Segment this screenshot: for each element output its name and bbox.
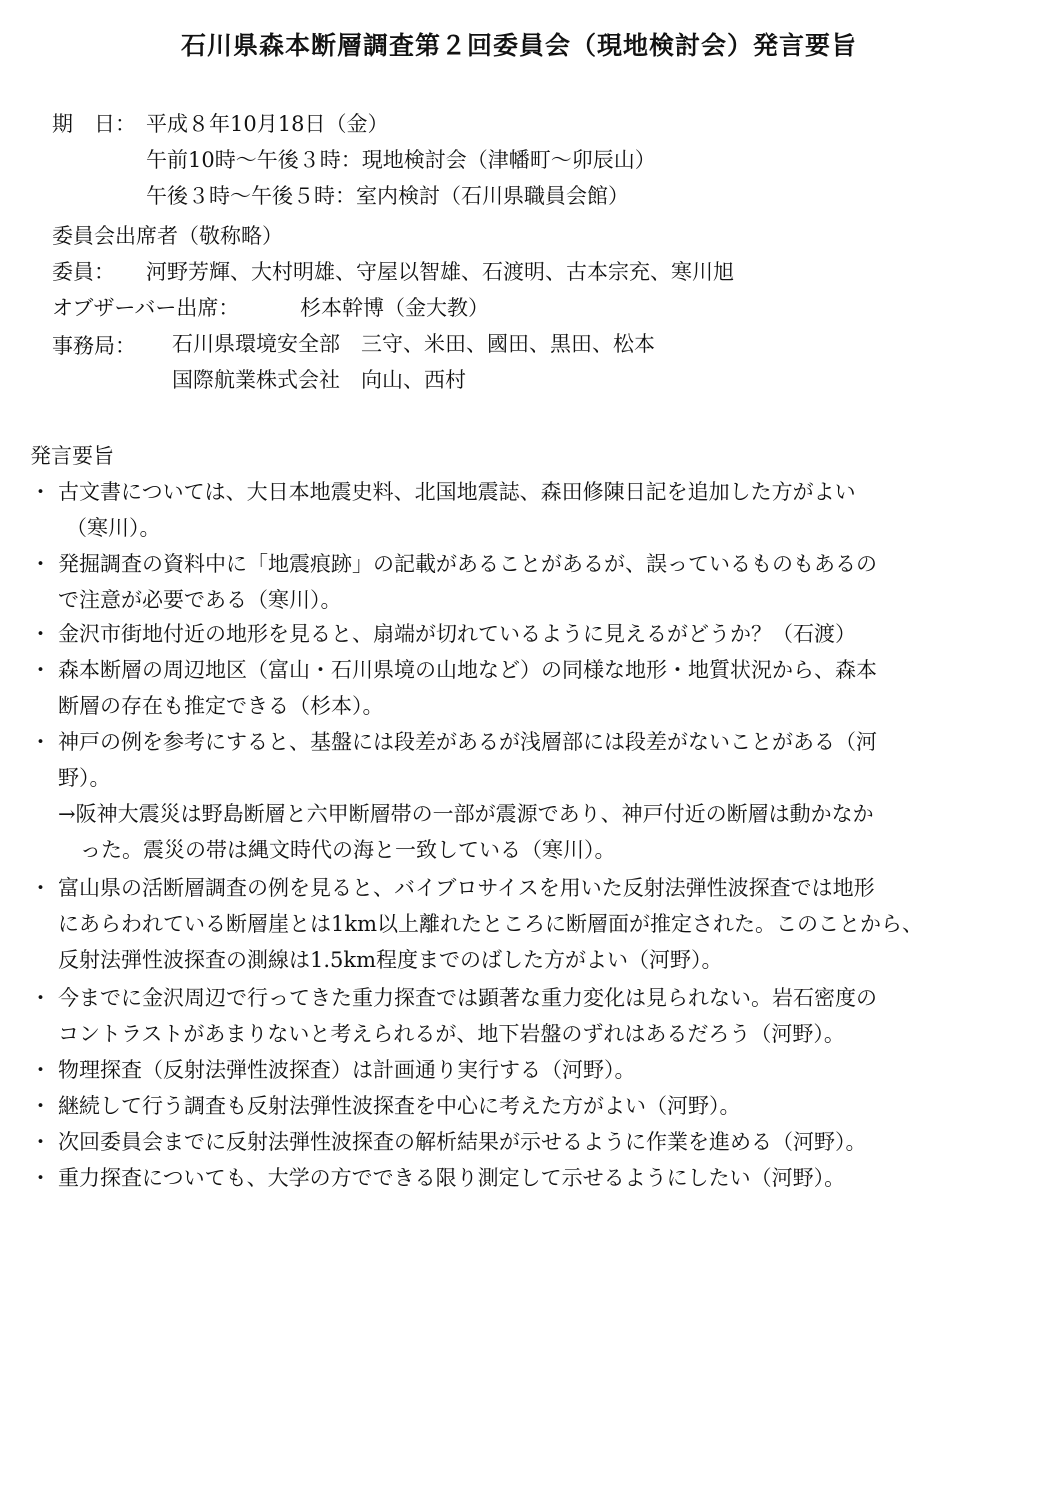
remark-item: 重力探査についても、大学の方でできる限り測定して示せるようにしたい（河野）。 [58, 1166, 846, 1190]
bullet-mark: ・ [30, 1130, 51, 1154]
bullet-mark: ・ [30, 1166, 51, 1190]
remark-continuation: った。震災の帯は縄文時代の海と一致している（寒川）。 [80, 838, 616, 862]
remark-item: 継続して行う調査も反射法弾性波探査を中心に考えた方がよい（河野）。 [58, 1094, 741, 1118]
schedule-afternoon: 午後３時～午後５時：室内検討（石川県職員会館） [146, 184, 629, 208]
bullet-mark: ・ [30, 1058, 51, 1082]
secretariat-company: 国際航業株式会社 向山、西村 [172, 368, 466, 392]
remark-item: 発掘調査の資料中に「地震痕跡」の記載があることがあるが、誤っているものもあるの [58, 552, 877, 576]
bullet-mark: ・ [30, 658, 51, 682]
members-label: 委員： [52, 260, 115, 284]
observer-name: 杉本幹博（金大教） [300, 296, 489, 320]
observer-label: オブザーバー出席： [52, 296, 240, 320]
meeting-date: 平成８年10月18日（金） [146, 112, 389, 136]
remark-item: 今までに金沢周辺で行ってきた重力探査では顕著な重力変化は見られない。岩石密度の [58, 986, 877, 1010]
remark-item: 富山県の活断層調査の例を見ると、バイブロサイスを用いた反射法弾性波探査では地形 [58, 876, 875, 900]
bullet-mark: ・ [30, 986, 51, 1010]
bullet-mark: ・ [30, 1094, 51, 1118]
members-list: 河野芳輝、大村明雄、守屋以智雄、石渡明、古本宗充、寒川旭 [146, 260, 734, 284]
remark-item: 金沢市街地付近の地形を見ると、扇端が切れているように見えるがどうか？（石渡） [58, 622, 856, 646]
remark-continuation: 野）。 [58, 766, 111, 790]
remark-continuation: 反射法弾性波探査の測線は1.5km程度までのばした方がよい（河野）。 [58, 948, 723, 972]
remark-continuation: →阪神大震災は野島断層と六甲断層帯の一部が震源であり、神戸付近の断層は動かなか [58, 802, 874, 826]
document-title: 石川県森本断層調査第２回委員会（現地検討会）発言要旨 [180, 31, 857, 60]
bullet-mark: ・ [30, 552, 51, 576]
bullet-mark: ・ [30, 876, 51, 900]
remark-continuation: コントラストがあまりないと考えられるが、地下岩盤のずれはあるだろう（河野）。 [58, 1022, 845, 1046]
bullet-mark: ・ [30, 730, 51, 754]
secretariat-prefecture: 石川県環境安全部 三守、米田、國田、黒田、松本 [172, 332, 655, 356]
attendees-header: 委員会出席者（敬称略） [52, 224, 283, 248]
secretariat-label: 事務局： [52, 334, 136, 358]
remark-item: 古文書については、大日本地震史料、北国地震誌、森田修陳日記を追加した方がよい [58, 480, 856, 504]
bullet-mark: ・ [30, 480, 51, 504]
remark-continuation: で注意が必要である（寒川）。 [58, 588, 342, 612]
remark-continuation: にあらわれている断層崖とは1km以上離れたところに断層面が推定された。このことから、 [58, 912, 923, 936]
remark-item: 物理探査（反射法弾性波探査）は計画通り実行する（河野）。 [58, 1058, 636, 1082]
date-label: 期 日： [52, 112, 136, 136]
remarks-header: 発言要旨 [30, 444, 114, 468]
remark-item: 次回委員会までに反射法弾性波探査の解析結果が示せるように作業を進める（河野）。 [58, 1130, 867, 1154]
bullet-mark: ・ [30, 622, 51, 646]
remark-continuation: （寒川）。 [66, 516, 161, 540]
schedule-morning: 午前10時～午後３時：現地検討会（津幡町～卯辰山） [146, 148, 656, 172]
remark-item: 森本断層の周辺地区（富山・石川県境の山地など）の同様な地形・地質状況から、森本 [58, 658, 877, 682]
remark-continuation: 断層の存在も推定できる（杉本）。 [58, 694, 384, 718]
remark-item: 神戸の例を参考にすると、基盤には段差があるが浅層部には段差がないことがある（河 [58, 730, 877, 754]
